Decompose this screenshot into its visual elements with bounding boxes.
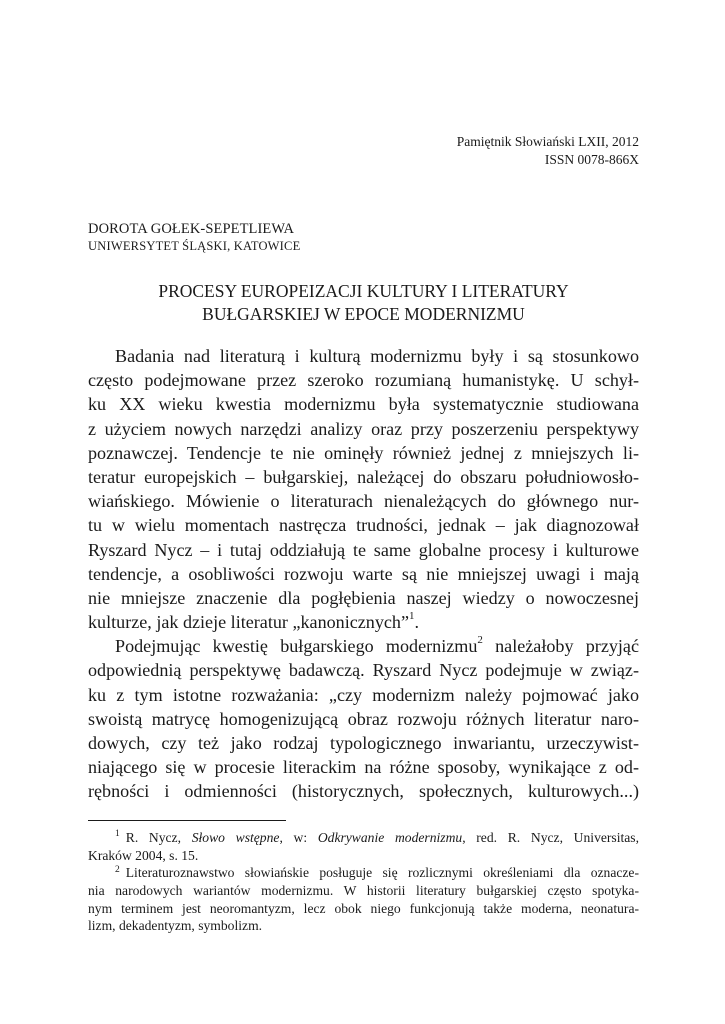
footnotes	[88, 829, 639, 935]
footnote-separator	[88, 820, 286, 821]
body-line: dowych, czy też jako rodzaj typologicznego inwariantu, urzeczywist-	[88, 733, 639, 753]
body-line: poznawczej. Tendencje te nie ominęły również jednej z mniejszych li-	[88, 442, 639, 463]
body-line-text: kulturze, jak dzieje literatur „kanonicznych”	[88, 612, 410, 633]
footnote-text: , w:	[279, 830, 318, 845]
body-line: teratur europejskich – bułgarskiej, należącej do obszaru południowosło-	[88, 466, 639, 487]
journal-title: Pamiętnik Słowiański LXII, 2012	[456, 134, 639, 149]
footnote-ref-2[interactable]: 2	[477, 634, 483, 647]
article-title-line-1: PROCESY EUROPEIZACJI KULTURY I LITERATURY	[158, 281, 569, 301]
article-title-line-2: BUŁGARSKIEJ W EPOCE MODERNIZMU	[202, 304, 525, 324]
author-block	[88, 220, 300, 254]
body-line	[88, 634, 639, 658]
body-line: ku z tym istotne rozważania: „czy modernizm należy pojmować jako	[88, 684, 639, 705]
body-line: wiańskiego. Mówienie o literaturach nienależących do głównego nur-	[88, 491, 639, 512]
body-line-end: .	[414, 612, 420, 633]
footnote-2-line-2: nia narodowych wariantów modernizmu. W historii literatury bułgarskiej często spotyka-	[88, 883, 639, 899]
body-line-text: należałoby przyjąć	[482, 636, 639, 657]
footnote-2-line-3: nym terminem jest neoromantyzm, lecz obok niego funkcjonują także moderna, neonatura-	[88, 900, 639, 916]
journal-header	[457, 133, 639, 169]
page	[88, 0, 639, 1024]
footnote-1-line-2: Kraków 2004, s. 15.	[88, 847, 199, 863]
author-affiliation: UNIWERSYTET ŚLĄSKI, KATOWICE	[88, 239, 301, 253]
body-line: tu w wielu momentach nastręcza trudności, jednak – jak diagnozował	[88, 515, 639, 536]
body-line: często podejmowane przez szeroko rozumianą humanistykę. U schył-	[88, 370, 639, 391]
footnote-text: , red. R. Nycz, Universitas,	[462, 830, 639, 845]
journal-issn: ISSN 0078-866X	[544, 152, 639, 167]
body-line	[88, 610, 639, 634]
body-line: ku XX wieku kwestia modernizmu była systematycznie studiowana	[88, 394, 639, 415]
footnote-italic-title: Słowo wstępne	[191, 830, 280, 845]
body-line: swoistą matrycę homogenizującą obraz rozwoju różnych literatur naro-	[88, 708, 639, 729]
body-line: niającego się w procesie literackim na różne sposoby, wynikające z od-	[88, 757, 639, 778]
body-line: rębności i odmienności (historycznych, społecznych, kulturowych...)	[88, 781, 639, 802]
body-line: z użyciem nowych narzędzi analizy oraz przy poszerzeniu perspektywy	[88, 418, 639, 439]
body-line: Badania nad literaturą i kulturą modernizmu były i są stosunkowo	[115, 346, 639, 366]
article-title	[88, 280, 639, 326]
body-line: nie mniejsze znaczenie dla pogłębienia naszej wiedzy o nowoczesnej	[88, 587, 639, 608]
footnote-ref-1[interactable]: 1	[409, 610, 415, 623]
footnote-2	[88, 864, 639, 882]
footnote-text: Literaturoznawstwo słowiańskie posługuje się rozlicznymi określeniami dla oznacze-	[125, 865, 639, 881]
body-line: tendencje, a osobliwości rozwoju warte są nie mniejszej uwagi i mają	[88, 563, 639, 584]
author-name: DOROTA GOŁEK-SEPETLIEWA	[88, 221, 295, 237]
footnote-number: 2	[115, 864, 120, 875]
body-line: odpowiednią perspektywę badawczą. Ryszard Nycz podejmuje w związ-	[88, 660, 639, 681]
footnote-italic-title: Odkrywanie modernizmu	[317, 830, 463, 845]
body-text	[88, 344, 639, 804]
body-line-text: Podejmując kwestię bułgarskiego modernizmu	[115, 636, 478, 657]
footnote-1	[88, 829, 639, 847]
footnote-number: 1	[115, 829, 120, 840]
footnote-text: R. Nycz,	[125, 830, 192, 845]
footnote-2-line-4: lizm, dekadentyzm, symbolizm.	[88, 918, 263, 934]
body-line: Ryszard Nycz – i tutaj oddziałują te same globalne procesy i kulturowe	[88, 539, 639, 560]
